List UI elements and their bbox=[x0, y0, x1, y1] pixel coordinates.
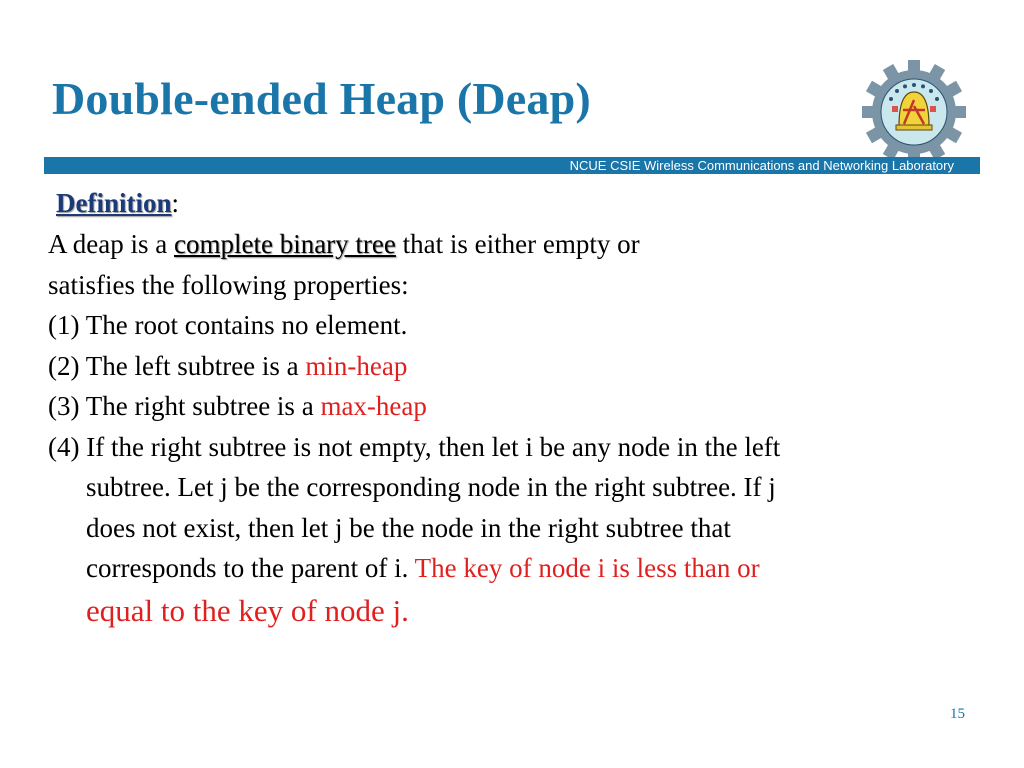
definition-label: Definition bbox=[56, 188, 172, 218]
text-run: (3) The right subtree is a bbox=[48, 391, 321, 421]
lab-name: NCUE CSIE Wireless Communications and Networking Laboratory bbox=[569, 158, 954, 173]
text-run: that is either empty or bbox=[395, 229, 640, 259]
key-condition-text: equal to the key of node j. bbox=[86, 592, 409, 628]
body-line: satisfies the following properties: bbox=[48, 269, 409, 300]
property-item-4-continued bbox=[48, 548, 988, 589]
property-item-4: (4) If the right subtree is not empty, then let i be any node in the left bbox=[48, 431, 781, 462]
property-item-2 bbox=[48, 346, 988, 387]
slide-title: Double-ended Heap (Deap) bbox=[52, 73, 591, 124]
body-line bbox=[48, 224, 988, 265]
property-item-3 bbox=[48, 386, 988, 427]
definition-body bbox=[48, 224, 988, 631]
text-run: (2) The left subtree is a bbox=[48, 350, 306, 381]
property-item-4-continued: subtree. Let j be the corresponding node in the right subtree. If j bbox=[86, 472, 776, 502]
key-condition-text: The key of node i is less than or bbox=[414, 553, 760, 583]
property-item-1: (1) The root contains no element. bbox=[48, 310, 408, 340]
page-number: 15 bbox=[950, 706, 965, 722]
university-emblem-icon bbox=[862, 60, 966, 164]
definition-heading bbox=[56, 188, 179, 219]
text-run: corresponds to the parent of i. bbox=[86, 553, 415, 583]
min-heap-term: min-heap bbox=[305, 350, 408, 381]
max-heap-term: max-heap bbox=[320, 391, 427, 421]
property-item-4-continued: does not exist, then let j be the node in the right subtree that bbox=[86, 512, 731, 543]
definition-colon: : bbox=[171, 188, 180, 218]
text-run: A deap is a bbox=[48, 229, 174, 259]
header-bar bbox=[44, 157, 980, 174]
emphasized-term: complete binary tree bbox=[173, 229, 396, 259]
